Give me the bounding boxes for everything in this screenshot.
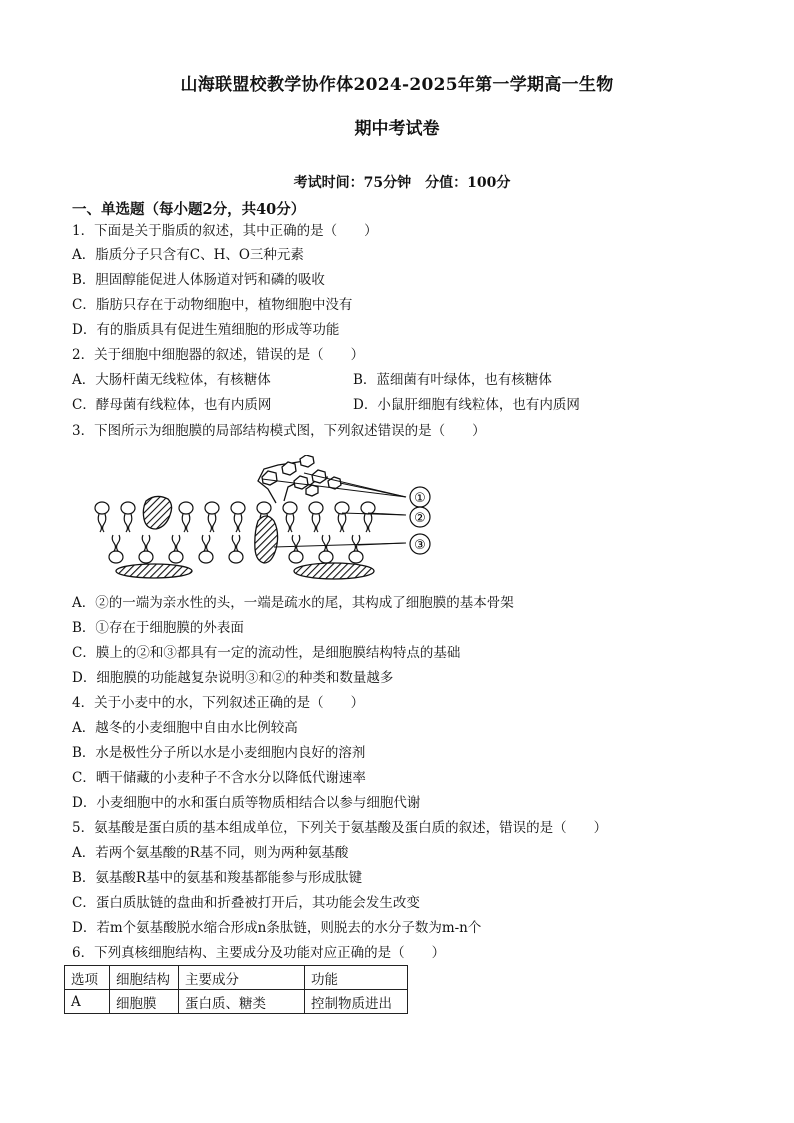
table-header-cell: 细胞结构 (110, 966, 179, 990)
q5-option-b: B．氨基酸R基中的氨基和羧基都能参与形成肽键 (72, 870, 363, 886)
diagram-label-1: ① (414, 491, 426, 506)
q3-option-c: C．膜上的②和③都具有一定的流动性，是细胞膜结构特点的基础 (72, 645, 461, 661)
q2-stem: 2．关于细胞中细胞器的叙述，错误的是（ ） (72, 347, 365, 363)
q2-option-c: C．酵母菌有线粒体，也有内质网 (72, 397, 272, 413)
q4-stem: 4．关于小麦中的水，下列叙述正确的是（ ） (72, 695, 365, 711)
q3-option-d: D．细胞膜的功能越复杂说明③和②的种类和数量越多 (72, 670, 394, 686)
table-cell: A (65, 990, 110, 1014)
q3-option-b: B．①存在于细胞膜的外表面 (72, 620, 244, 636)
section-heading: 一、单选题（每小题2分，共40分） (72, 201, 306, 218)
q4-option-a: A．越冬的小麦细胞中自由水比例较高 (72, 720, 298, 736)
q4-option-c: C．晒干储藏的小麦种子不含水分以降低代谢速率 (72, 770, 366, 786)
table-cell: 蛋白质、糖类 (179, 990, 305, 1014)
q1-option-a: A．脂质分子只含有C、H、O三种元素 (72, 247, 304, 263)
exam-title-line1: 山海联盟校教学协作体2024-2025年第一学期高一生物 (180, 75, 614, 95)
table-header-cell: 选项 (65, 966, 110, 990)
q3-stem: 3．下图所示为细胞膜的局部结构模式图，下列叙述错误的是（ ） (72, 423, 486, 439)
upper-phospholipid-layer (95, 502, 375, 532)
q1-option-d: D．有的脂质具有促进生殖细胞的形成等功能 (72, 322, 340, 338)
table-header-cell: 功能 (305, 966, 408, 990)
q3-option-a: A．②的一端为亲水性的头，一端是疏水的尾，其构成了细胞膜的基本骨架 (72, 595, 514, 611)
lower-phospholipid-layer (109, 535, 363, 563)
table-cell: 细胞膜 (110, 990, 179, 1014)
diagram-labels (410, 487, 430, 554)
table-cell: 控制物质进出 (305, 990, 408, 1014)
q5-option-c: C．蛋白质肽链的盘曲和折叠被打开后，其功能会发生改变 (72, 895, 420, 911)
table-header-cell: 主要成分 (179, 966, 305, 990)
q5-option-a: A．若两个氨基酸的R基不同，则为两种氨基酸 (72, 845, 349, 861)
q6-table (64, 965, 408, 1014)
q5-option-d: D．若m个氨基酸脱水缩合形成n条肽链，则脱去的水分子数为m-n个 (72, 920, 482, 936)
exam-meta: 考试时间：75分钟 分值：100分 (293, 175, 511, 191)
table-row (65, 990, 408, 1014)
q4-option-b: B．水是极性分子所以水是小麦细胞内良好的溶剂 (72, 745, 366, 761)
q4-option-d: D．小麦细胞中的水和蛋白质等物质相结合以参与细胞代谢 (72, 795, 421, 811)
q1-option-b: B．胆固醇能促进人体肠道对钙和磷的吸收 (72, 272, 325, 288)
diagram-label-3: ③ (414, 538, 426, 553)
q5-stem: 5．氨基酸是蛋白质的基本组成单位，下列关于氨基酸及蛋白质的叙述，错误的是（ ） (72, 820, 608, 836)
exam-title-line2: 期中考试卷 (354, 119, 440, 139)
q2-option-b: B．蓝细菌有叶绿体，也有核糖体 (353, 372, 552, 388)
q2-option-a: A．大肠杆菌无线粒体，有核糖体 (72, 372, 271, 388)
cell-membrane-diagram (88, 455, 448, 585)
q2-option-d: D．小鼠肝细胞有线粒体，也有内质网 (353, 397, 580, 413)
table-header-row (65, 966, 408, 990)
q1-stem: 1．下面是关于脂质的叙述，其中正确的是（ ） (72, 223, 378, 239)
q1-option-c: C．脂肪只存在于动物细胞中，植物细胞中没有 (72, 297, 353, 313)
q6-stem: 6．下列真核细胞结构、主要成分及功能对应正确的是（ ） (72, 945, 446, 961)
diagram-label-2: ② (414, 511, 426, 526)
